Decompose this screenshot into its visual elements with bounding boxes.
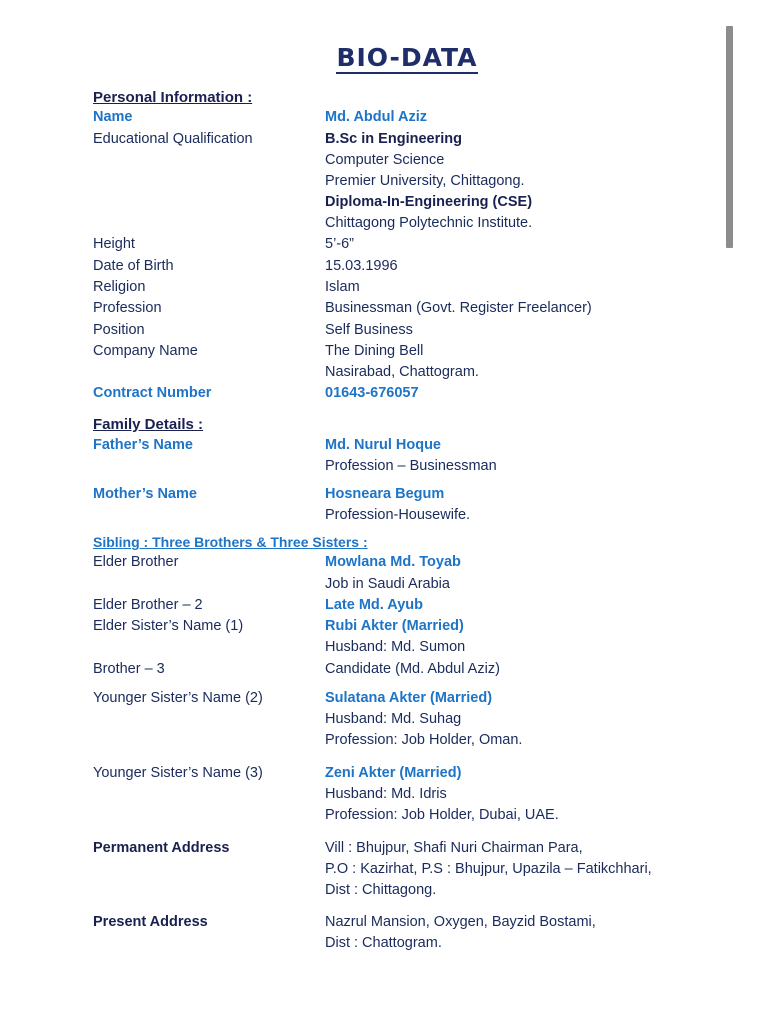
elder-brother-2-label: Elder Brother – 2	[93, 597, 203, 613]
sibling-row	[0, 763, 768, 784]
elder-brother-2-value: Late Md. Ayub	[325, 597, 424, 613]
name-value: Md. Abdul Aziz	[325, 109, 428, 125]
company-name: The Dining Bell	[325, 343, 424, 359]
father-row	[0, 435, 768, 456]
younger-sister-2-profession: Profession: Job Holder, Oman.	[325, 732, 523, 748]
education-label: Educational Qualification	[93, 131, 253, 147]
mother-label: Mother’s Name	[93, 486, 197, 502]
position-value: Self Business	[325, 322, 413, 338]
height-label: Height	[93, 236, 135, 252]
present-address-line: Nazrul Mansion, Oxygen, Bayzid Bostami,	[325, 914, 596, 930]
younger-sister-2-value: Sulatana Akter (Married)	[325, 690, 493, 706]
present-address-row	[0, 912, 768, 933]
mother-profession: Profession-Housewife.	[325, 507, 471, 523]
position-row	[0, 320, 768, 341]
education-row	[0, 150, 768, 171]
education-degree-1: B.Sc in Engineering	[325, 131, 462, 147]
permanent-address-row	[0, 838, 768, 859]
company-label: Company Name	[93, 343, 198, 359]
height-row	[0, 234, 768, 255]
father-label: Father’s Name	[93, 437, 193, 453]
family-details-heading: Family Details :	[93, 416, 204, 433]
sibling-row	[0, 730, 768, 751]
company-address: Nasirabad, Chattogram.	[325, 364, 479, 380]
brother-3-value: Candidate (Md. Abdul Aziz)	[325, 661, 500, 677]
education-degree-2: Diploma-In-Engineering (CSE)	[325, 194, 533, 210]
permanent-address-line: P.O : Kazirhat, P.S : Bhujpur, Upazila – Fatikchhari,	[325, 861, 652, 877]
position-label: Position	[93, 322, 145, 338]
permanent-address-line: Dist : Chittagong.	[325, 882, 437, 898]
personal-info-heading: Personal Information :	[93, 89, 253, 106]
sibling-row	[0, 688, 768, 709]
dob-row	[0, 256, 768, 277]
sibling-heading: Sibling : Three Brothers & Three Sisters :	[93, 534, 368, 550]
profession-row	[0, 298, 768, 319]
religion-value: Islam	[325, 279, 360, 295]
dob-value: 15.03.1996	[325, 258, 398, 274]
dob-label: Date of Birth	[93, 258, 174, 274]
sibling-row	[0, 805, 768, 826]
company-row	[0, 362, 768, 383]
religion-label: Religion	[93, 279, 146, 295]
permanent-address-row	[0, 880, 768, 901]
mother-row	[0, 505, 768, 526]
permanent-address-row	[0, 859, 768, 880]
elder-sister-value: Rubi Akter (Married)	[325, 618, 464, 634]
elder-sister-label: Elder Sister’s Name (1)	[93, 618, 244, 634]
father-profession: Profession – Businessman	[325, 458, 497, 474]
contract-label: Contract Number	[93, 385, 212, 401]
education-row	[0, 192, 768, 213]
contract-row	[0, 383, 768, 404]
education-row	[0, 129, 768, 150]
sibling-row	[0, 709, 768, 730]
sibling-row	[0, 616, 768, 637]
elder-brother-detail: Job in Saudi Arabia	[325, 576, 450, 592]
sibling-row	[0, 659, 768, 680]
education-row	[0, 213, 768, 234]
contract-value: 01643-676057	[325, 385, 419, 401]
education-university: Premier University, Chittagong.	[325, 173, 525, 189]
present-address-row	[0, 933, 768, 954]
younger-sister-3-label: Younger Sister’s Name (3)	[93, 765, 263, 781]
sibling-row	[0, 784, 768, 805]
permanent-address-line: Vill : Bhujpur, Shafi Nuri Chairman Para,	[325, 840, 583, 856]
profession-label: Profession	[93, 300, 162, 316]
father-row	[0, 456, 768, 477]
sibling-row	[0, 637, 768, 658]
name-label: Name	[93, 109, 133, 125]
elder-sister-detail: Husband: Md. Sumon	[325, 639, 466, 655]
sibling-row	[0, 552, 768, 573]
sibling-row	[0, 574, 768, 595]
page-title	[0, 42, 768, 74]
education-row	[0, 171, 768, 192]
younger-sister-3-profession: Profession: Job Holder, Dubai, UAE.	[325, 807, 559, 823]
religion-row	[0, 277, 768, 298]
education-institute: Chittagong Polytechnic Institute.	[325, 215, 533, 231]
elder-brother-label: Elder Brother	[93, 554, 179, 570]
name-row	[0, 107, 768, 128]
present-address-line: Dist : Chattogram.	[325, 935, 442, 951]
elder-brother-value: Mowlana Md. Toyab	[325, 554, 461, 570]
height-value: 5’-6”	[325, 236, 355, 252]
younger-sister-2-husband: Husband: Md. Suhag	[325, 711, 462, 727]
profession-value: Businessman (Govt. Register Freelancer)	[325, 300, 592, 316]
mother-row	[0, 484, 768, 505]
company-row	[0, 341, 768, 362]
younger-sister-2-label: Younger Sister’s Name (2)	[93, 690, 263, 706]
mother-value: Hosneara Begum	[325, 486, 445, 502]
brother-3-label: Brother – 3	[93, 661, 165, 677]
younger-sister-3-husband: Husband: Md. Idris	[325, 786, 447, 802]
page-title-text: BIO-DATA	[336, 43, 478, 72]
younger-sister-3-value: Zeni Akter (Married)	[325, 765, 462, 781]
scrollbar-thumb[interactable]	[726, 26, 733, 248]
father-value: Md. Nurul Hoque	[325, 437, 441, 453]
permanent-address-label: Permanent Address	[93, 840, 230, 856]
education-subject: Computer Science	[325, 152, 445, 168]
present-address-label: Present Address	[93, 914, 208, 930]
sibling-row	[0, 595, 768, 616]
